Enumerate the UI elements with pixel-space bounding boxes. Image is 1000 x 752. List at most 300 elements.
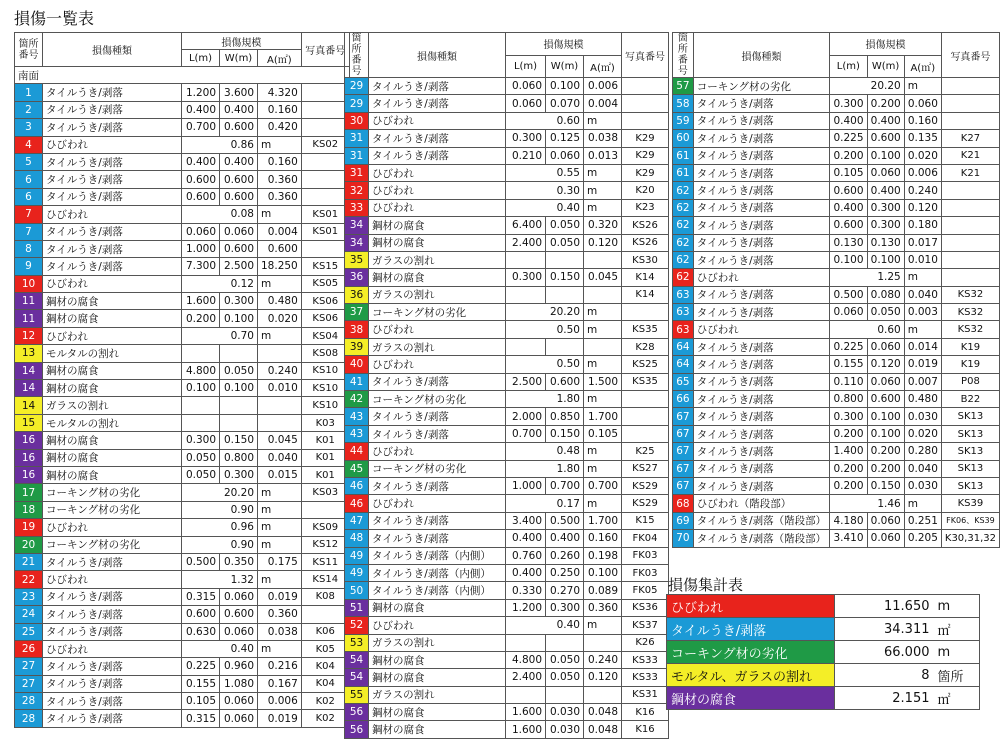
damage-type: タイルうき/剥落 [43,588,182,605]
damage-type: 鋼材の腐食 [369,234,506,251]
damage-type: ひびわれ（階段部） [693,495,829,512]
table-row [345,199,669,216]
photo-number: K29 [622,164,669,181]
location-number-badge: 29 [345,78,369,95]
table-row [345,495,669,512]
width-value: 0.050 [546,217,584,234]
table-row [345,112,669,129]
area-value: 0.038 [258,623,302,640]
length-unit: m [258,136,302,153]
summary-unit: ㎡ [934,618,980,641]
table-row [345,251,669,268]
table-row [15,414,350,431]
area-value: 0.105 [584,425,622,442]
area-value: 0.320 [584,217,622,234]
length-value: 0.060 [506,95,546,112]
width-value: 0.350 [220,553,258,570]
length-value: 0.200 [830,147,867,164]
damage-type: タイルうき/剥落 [693,251,829,268]
table-body [15,67,350,728]
damage-type: タイルうき/剥落 [43,693,182,710]
location-number-badge: 43 [345,425,369,442]
damage-type: タイルうき/剥落 [43,258,182,275]
length-value [506,686,546,703]
width-value: 0.060 [220,623,258,640]
area-value: 1.500 [584,373,622,390]
width-value: 0.060 [867,338,904,355]
table-row [345,530,669,547]
table-row [15,623,350,640]
length-unit: m [904,495,941,512]
area-value: 0.480 [904,391,941,408]
summary-label: 鋼材の腐食 [667,687,835,710]
damage-type: タイルうき/剥落 [693,356,829,373]
photo-number: K28 [622,338,669,355]
location-number-badge: 49 [345,547,369,564]
photo-number: K01 [301,466,349,483]
length-value: 0.400 [506,564,546,581]
length-unit: m [584,199,622,216]
photo-number [941,112,999,129]
length-unit: m [258,206,302,223]
photo-number: K16 [622,721,669,738]
table-row [673,373,1000,390]
length-value: 0.200 [182,310,220,327]
area-value: 0.120 [904,199,941,216]
photo-number: KS32 [941,321,999,338]
header-area: A(㎡) [584,55,622,78]
length-value: 1.600 [506,704,546,721]
damage-table-3 [672,32,1000,548]
location-number-badge: 63 [673,286,694,303]
damage-type: タイルうき/剥落 [693,112,829,129]
location-number-badge: 10 [15,275,43,292]
length-unit: m [904,78,941,95]
table-row [673,356,1000,373]
photo-number [622,408,669,425]
length-value: 0.330 [506,582,546,599]
area-value [584,338,622,355]
damage-type: ひびわれ [43,640,182,657]
damage-type: タイルうき/剥落 [43,606,182,623]
damage-type: タイルうき/剥落 [43,675,182,692]
table-row [15,449,350,466]
damage-type: タイルうき/剥落 [43,710,182,727]
table-row [673,477,1000,494]
damage-type: タイルうき/剥落 [369,147,506,164]
area-value: 0.019 [258,710,302,727]
table-row [345,217,669,234]
location-number-badge: 6 [15,188,43,205]
length-unit: m [584,321,622,338]
location-number-badge: 2 [15,101,43,118]
location-number-badge: 40 [345,356,369,373]
damage-type: コーキング材の劣化 [43,484,182,501]
length-value: 1.600 [182,293,220,310]
photo-number: K29 [622,130,669,147]
width-value: 0.600 [220,188,258,205]
table-row [15,640,350,657]
length-value: 0.050 [182,449,220,466]
length-value: 4.800 [506,651,546,668]
area-value: 0.251 [904,512,941,529]
table-row [345,721,669,738]
length-value: 0.60 [830,321,905,338]
table-row [345,147,669,164]
width-value: 0.080 [867,286,904,303]
damage-type: タイルうき/剥落 [693,460,829,477]
header-type: 損傷種類 [369,33,506,78]
summary-row [667,687,980,710]
length-unit: m [258,536,302,553]
length-value: 0.500 [830,286,867,303]
location-number-badge: 28 [15,693,43,710]
damage-type: ひびわれ [43,275,182,292]
location-number-badge: 24 [15,606,43,623]
table-row [345,651,669,668]
area-value: 0.198 [584,547,622,564]
location-number-badge: 45 [345,460,369,477]
damage-type: ひびわれ [369,164,506,181]
area-value: 0.360 [258,606,302,623]
table-row [15,466,350,483]
header-scale: 損傷規模 [506,33,622,56]
length-value: 4.180 [830,512,867,529]
header-width: W(m) [546,55,584,78]
damage-type: ひびわれ [369,321,506,338]
header-row [673,33,1000,56]
width-value: 0.400 [220,153,258,170]
location-number-badge: 19 [15,519,43,536]
header-location: 箇所番号 [673,33,694,78]
area-value: 4.320 [258,84,302,101]
width-value: 0.400 [546,530,584,547]
area-value: 0.010 [258,380,302,397]
damage-table-1-panel [14,32,350,728]
photo-number: KS09 [301,519,349,536]
length-value: 0.600 [182,188,220,205]
photo-number: KS14 [301,571,349,588]
length-value: 0.130 [830,234,867,251]
length-value: 0.86 [182,136,258,153]
table-row [345,669,669,686]
length-value: 0.600 [182,606,220,623]
damage-type: ガラスの割れ [369,338,506,355]
table-row [673,338,1000,355]
damage-type: コーキング材の劣化 [369,460,506,477]
length-value: 0.12 [182,275,258,292]
table-row [15,188,350,205]
location-number-badge: 4 [15,136,43,153]
location-number-badge: 67 [673,425,694,442]
area-value: 0.030 [904,408,941,425]
table-row [673,164,1000,181]
width-value: 2.500 [220,258,258,275]
width-value: 0.300 [546,599,584,616]
table-row [345,634,669,651]
location-number-badge: 46 [345,495,369,512]
location-number-badge: 54 [345,651,369,668]
photo-number: K05 [301,640,349,657]
header-location: 箇所番号 [15,33,43,67]
width-value [546,251,584,268]
location-number-badge: 14 [15,362,43,379]
table-row [673,391,1000,408]
table-row [15,675,350,692]
damage-type: タイルうき/剥落 [369,408,506,425]
location-number-badge: 53 [345,634,369,651]
location-number-badge: 26 [15,640,43,657]
table-row [15,171,350,188]
header-type: 損傷種類 [43,33,182,67]
length-unit: m [258,501,302,518]
length-value: 0.400 [182,101,220,118]
damage-type: タイルうき/剥落 [693,147,829,164]
length-value: 1.200 [506,599,546,616]
width-value: 3.600 [220,84,258,101]
damage-type: ひびわれ [693,321,829,338]
length-unit: m [258,640,302,657]
length-value [182,397,220,414]
location-number-badge: 7 [15,206,43,223]
photo-number [622,95,669,112]
location-number-badge: 42 [345,391,369,408]
area-value [584,251,622,268]
photo-number: K29 [622,147,669,164]
length-value: 0.060 [506,78,546,95]
table-row [15,606,350,623]
photo-number: P08 [941,373,999,390]
area-value: 0.048 [584,721,622,738]
damage-type: モルタルの割れ [43,414,182,431]
damage-type: タイルうき/剥落 [693,199,829,216]
area-value: 0.004 [258,223,302,240]
damage-type: タイルうき/剥落（内側） [369,582,506,599]
table-row [673,251,1000,268]
summary-label: モルタル、ガラスの割れ [667,664,835,687]
photo-number: KS15 [301,258,349,275]
damage-table-1 [14,32,350,728]
length-value: 7.300 [182,258,220,275]
photo-number: SK13 [941,460,999,477]
width-value: 0.030 [546,721,584,738]
location-number-badge: 63 [673,321,694,338]
table-row [673,512,1000,529]
table-row [15,84,350,101]
length-value: 0.50 [506,321,584,338]
table-row [345,599,669,616]
location-number-badge: 67 [673,408,694,425]
table-row [673,95,1000,112]
length-value: 0.315 [182,710,220,727]
area-value: 0.040 [258,449,302,466]
area-value: 0.010 [904,251,941,268]
location-number-badge: 62 [673,199,694,216]
length-value: 0.100 [830,251,867,268]
photo-number: K19 [941,338,999,355]
photo-number: KS11 [301,553,349,570]
length-value: 0.96 [182,519,258,536]
table-row [673,321,1000,338]
width-value: 0.100 [867,425,904,442]
table-row [15,501,350,518]
table-row [345,356,669,373]
width-value: 0.100 [867,408,904,425]
photo-number: K21 [941,164,999,181]
table-row [15,693,350,710]
table-row [345,617,669,634]
damage-type: ひびわれ [43,571,182,588]
location-number-badge: 54 [345,669,369,686]
location-number-badge: 11 [15,293,43,310]
area-value: 1.700 [584,408,622,425]
damage-type: 鋼材の腐食 [369,217,506,234]
photo-number: KS12 [301,536,349,553]
length-value: 0.300 [830,95,867,112]
damage-type: タイルうき/剥落 [43,223,182,240]
location-number-badge: 39 [345,338,369,355]
damage-type: ひびわれ [693,269,829,286]
header-photo: 写真番号 [301,33,349,67]
photo-number: K27 [941,130,999,147]
length-value: 0.700 [182,119,220,136]
table-row [673,495,1000,512]
table-header [345,33,669,78]
length-value: 20.20 [182,484,258,501]
damage-type: 鋼材の腐食 [43,466,182,483]
length-value: 0.17 [506,495,584,512]
length-value: 1.25 [830,269,905,286]
width-value: 0.120 [867,356,904,373]
table-row [673,234,1000,251]
length-value: 0.100 [182,380,220,397]
photo-number: SK13 [941,477,999,494]
location-number-badge: 36 [345,269,369,286]
table-row [15,206,350,223]
header-photo: 写真番号 [941,33,999,78]
photo-number: KS10 [301,362,349,379]
location-number-badge: 65 [673,373,694,390]
location-number-badge: 25 [15,623,43,640]
area-value [258,414,302,431]
damage-type: 鋼材の腐食 [369,704,506,721]
photo-number: FK03 [622,547,669,564]
damage-type: ひびわれ [369,199,506,216]
damage-type: 鋼材の腐食 [369,721,506,738]
photo-number: KS26 [622,234,669,251]
photo-number: KS33 [622,669,669,686]
damage-type: ひびわれ [369,495,506,512]
location-number-badge: 66 [673,391,694,408]
length-value: 1.80 [506,460,584,477]
area-value: 0.240 [258,362,302,379]
length-value [506,338,546,355]
area-value: 0.013 [584,147,622,164]
width-value: 0.030 [546,704,584,721]
table-row [345,460,669,477]
length-value: 1.200 [182,84,220,101]
width-value [546,338,584,355]
photo-number: B22 [941,391,999,408]
length-value: 20.20 [830,78,905,95]
location-number-badge: 13 [15,345,43,362]
damage-type: タイルうき/剥落 [693,164,829,181]
section-row [15,67,350,84]
location-number-badge: 43 [345,408,369,425]
width-value: 0.060 [546,147,584,164]
damage-type: タイルうき/剥落 [693,408,829,425]
header-row [15,33,350,50]
length-value: 0.300 [182,432,220,449]
width-value [546,634,584,651]
table-row [15,710,350,727]
table-row [345,477,669,494]
summary-row [667,664,980,687]
damage-type: タイルうき/剥落 [43,84,182,101]
damage-type: タイルうき/剥落 [369,425,506,442]
width-value: 0.850 [546,408,584,425]
damage-type: タイルうき/剥落 [693,217,829,234]
photo-number: KS01 [301,206,349,223]
table-row [673,199,1000,216]
length-value: 0.155 [830,356,867,373]
damage-type: コーキング材の劣化 [43,501,182,518]
table-row [673,147,1000,164]
header-area: A(㎡) [904,55,941,78]
damage-type: タイルうき/剥落（内側） [369,547,506,564]
damage-type: ひびわれ [369,443,506,460]
damage-type: タイルうき/剥落 [693,182,829,199]
width-value: 0.260 [546,547,584,564]
width-value: 0.600 [867,391,904,408]
damage-type: 鋼材の腐食 [369,669,506,686]
location-number-badge: 44 [345,443,369,460]
length-value: 0.600 [830,217,867,234]
length-value: 0.40 [506,199,584,216]
photo-number: K21 [941,147,999,164]
location-number-badge: 29 [345,95,369,112]
photo-number: KS27 [622,460,669,477]
photo-number: KS25 [622,356,669,373]
photo-number: KS33 [622,651,669,668]
damage-table-2-panel [344,32,669,739]
width-value: 0.060 [220,710,258,727]
damage-type: タイルうき/剥落 [43,171,182,188]
width-value: 0.125 [546,130,584,147]
area-value: 0.160 [258,101,302,118]
length-unit: m [584,304,622,321]
table-body [345,78,669,739]
width-value: 0.060 [867,164,904,181]
damage-type: タイルうき/剥落 [693,373,829,390]
photo-number: K14 [622,286,669,303]
table-row [15,258,350,275]
area-value: 0.038 [584,130,622,147]
location-number-badge: 48 [345,530,369,547]
area-value: 1.700 [584,512,622,529]
photo-number [622,391,669,408]
header-width: W(m) [867,55,904,78]
area-value: 0.006 [904,164,941,181]
length-unit: m [584,460,622,477]
width-value [220,345,258,362]
location-number-badge: 32 [345,182,369,199]
length-value: 0.155 [182,675,220,692]
header-location: 箇所番号 [345,33,369,78]
damage-table-2 [344,32,669,739]
damage-type: モルタルの割れ [43,345,182,362]
photo-number: K20 [622,182,669,199]
